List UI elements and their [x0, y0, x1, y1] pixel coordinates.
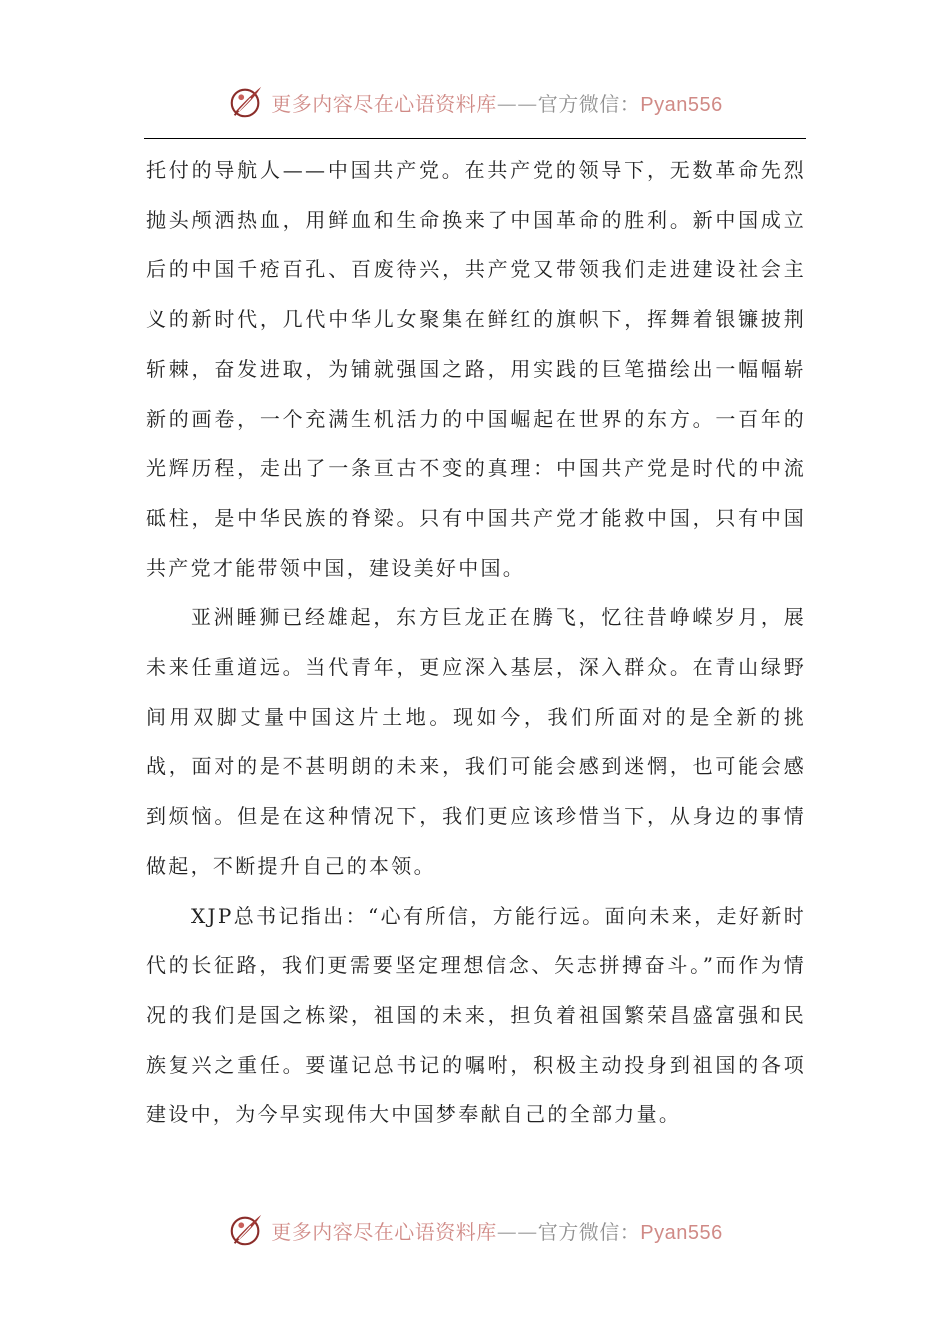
footer-text	[271, 1216, 722, 1245]
footer-wechat-id: Pyan556	[640, 1221, 723, 1244]
header-wechat-id: Pyan556	[640, 93, 723, 116]
footer-wechat-label: 官方微信：	[537, 1219, 641, 1244]
header-dash: ——	[496, 91, 538, 116]
header-wechat-label: 官方微信：	[537, 91, 641, 116]
quill-pen-logo-icon	[227, 1211, 265, 1249]
footer-site-text: 更多内容尽在心语资料库	[271, 1219, 497, 1244]
body-paragraph-3: XJP总书记指出：“心有所信，方能行远。面向未来，走好新时代的长征路，我们更需要坚定理想信念、矢志拼搏奋斗。”而作为情况的我们是国之栋梁，祖国的未来，担负着祖国繁荣昌盛富强和民族复兴之重任。要谨记总书记的嘱咐，积极主动投身到祖国的各项建设中，为今早实现伟大中国梦奉献自己的全部力量。	[146, 903, 806, 1127]
body-paragraph-1: 托付的导航人——中国共产党。在共产党的领导下，无数革命先烈抛头颅洒热血，用鲜血和生命换来了中国革命的胜利。新中国成立后的中国千疮百孔、百废待兴，共产党又带领我们走进建设社会主义的新时代，几代中华儿女聚集在鲜红的旗帜下，挥舞着银镰披荆斩棘，奋发进取，为铺就强国之路，用实践的巨笔描绘出一幅幅崭新的画卷，一个充满生机活力的中国崛起在世界的东方。一百年的光辉历程，走出了一条亘古不变的真理：中国共产党是时代的中流砥柱，是中华民族的脊梁。只有中国共产党才能救中国，只有中国共产党才能带领中国，建设美好中国。	[146, 158, 806, 580]
document-body	[146, 146, 806, 1140]
quill-pen-logo-icon	[227, 83, 265, 121]
footer-banner	[0, 1208, 950, 1252]
header-text	[271, 88, 722, 117]
body-paragraph-2: 亚洲睡狮已经雄起，东方巨龙正在腾飞，忆往昔峥嵘岁月，展未来任重道远。当代青年，更应深入基层，深入群众。在青山绿野间用双脚丈量中国这片土地。现如今，我们所面对的是全新的挑战，面对的是不甚明朗的未来，我们可能会感到迷惘，也可能会感到烦恼。但是在这种情况下，我们更应该珍惜当下，从身边的事情做起，不断提升自己的本领。	[146, 605, 806, 878]
header-banner	[0, 80, 950, 124]
header-site-text: 更多内容尽在心语资料库	[271, 91, 497, 116]
header-divider	[144, 138, 806, 139]
footer-dash: ——	[496, 1219, 538, 1244]
